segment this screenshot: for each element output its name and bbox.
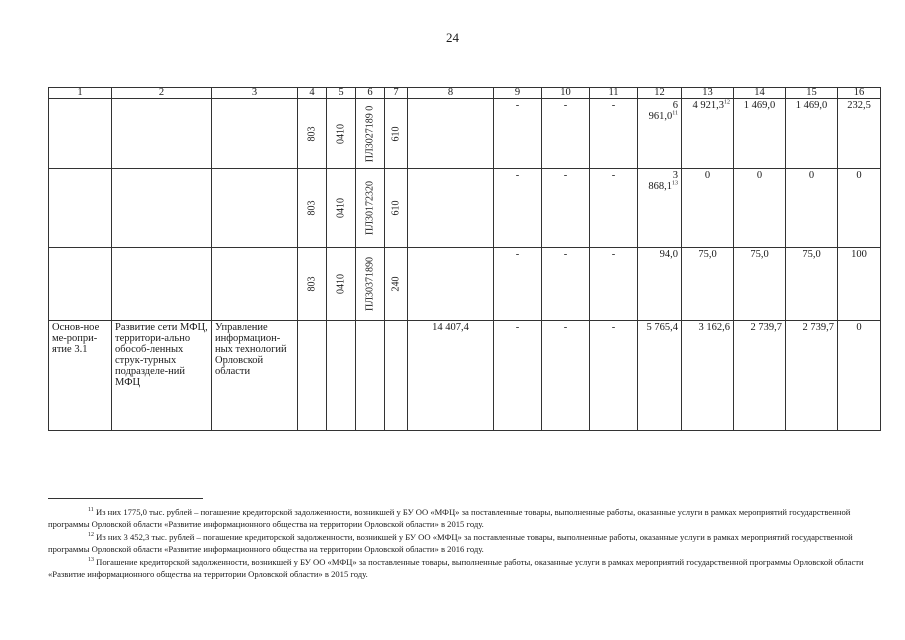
table-cell: - — [542, 321, 590, 431]
table-cell: 803 — [298, 169, 327, 248]
table-cell: 100 — [838, 248, 881, 321]
table-cell: 240 — [385, 248, 408, 321]
table-cell: 75,0 — [786, 248, 838, 321]
table-cell: - — [542, 99, 590, 169]
table-cell: - — [494, 99, 542, 169]
table-cell: 610 — [385, 169, 408, 248]
col-header: 13 — [682, 88, 734, 99]
table-cell — [49, 169, 112, 248]
col-header: 10 — [542, 88, 590, 99]
table-cell: - — [590, 248, 638, 321]
table-cell: 610 — [385, 99, 408, 169]
table-cell: 3 162,6 — [682, 321, 734, 431]
col-header: 1 — [49, 88, 112, 99]
table-cell: 3 868,1$^{13}$ — [638, 169, 682, 248]
table-cell — [112, 99, 212, 169]
page-number: 24 — [446, 30, 459, 45]
table-cell — [212, 248, 298, 321]
table-cell: ПЛ30371890 — [356, 248, 385, 321]
col-header: 14 — [734, 88, 786, 99]
col-header: 12 — [638, 88, 682, 99]
col-header: 6 — [356, 88, 385, 99]
table-cell: Основ-ное ме-ропри-ятие 3.1 — [49, 321, 112, 431]
table-cell: ПЛ3027189 0 — [356, 99, 385, 169]
table-cell: 4 921,3$^{12}$ — [682, 99, 734, 169]
table-cell — [385, 321, 408, 431]
table-cell: 0 — [682, 169, 734, 248]
col-header: 9 — [494, 88, 542, 99]
col-header: 15 — [786, 88, 838, 99]
table-cell: - — [542, 169, 590, 248]
table-cell — [112, 248, 212, 321]
table-cell — [408, 169, 494, 248]
table-cell: 0 — [734, 169, 786, 248]
table-cell: 803 — [298, 248, 327, 321]
header-row — [49, 88, 881, 99]
col-header: 2 — [112, 88, 212, 99]
footnote: $^{11}$ Из них 1775,0 тыс. рублей – погашение кредиторской задолженности, возникшей у БУ ОО «МФЦ» за поставленные товары, выполненные работы, оказанные услуги в рамках мероприятий государственной программы Орловской области «Развитие информационного общества на территории Орловской области» в 2015 году. — [48, 507, 851, 529]
table-cell — [212, 99, 298, 169]
table-cell: 0410 — [327, 248, 356, 321]
table-cell — [408, 99, 494, 169]
table-cell: - — [494, 169, 542, 248]
table-cell — [327, 321, 356, 431]
table-cell: 75,0 — [682, 248, 734, 321]
table-cell: 5 765,4 — [638, 321, 682, 431]
table-cell: 94,0 — [638, 248, 682, 321]
table-cell: 75,0 — [734, 248, 786, 321]
col-header: 4 — [298, 88, 327, 99]
table-cell: 6 961,0$^{11}$ — [638, 99, 682, 169]
budget-table — [48, 87, 881, 431]
table-cell: 0 — [838, 321, 881, 431]
table-cell: - — [494, 248, 542, 321]
table-cell: - — [590, 99, 638, 169]
table-cell: - — [494, 321, 542, 431]
table-cell: 232,5 — [838, 99, 881, 169]
table-row — [49, 99, 881, 169]
table-row — [49, 248, 881, 321]
table-cell: 14 407,4 — [408, 321, 494, 431]
col-header: 11 — [590, 88, 638, 99]
table-cell — [298, 321, 327, 431]
table-cell: 0 — [786, 169, 838, 248]
table-cell: Развитие сети МФЦ, территори-ально обособ-ленных струк-турных подразделе-ний МФЦ — [112, 321, 212, 431]
footnote-divider — [48, 498, 203, 499]
col-header: 7 — [385, 88, 408, 99]
table-cell: 1 469,0 — [734, 99, 786, 169]
table-cell — [356, 321, 385, 431]
col-header: 16 — [838, 88, 881, 99]
footnotes — [48, 506, 880, 581]
table-cell — [112, 169, 212, 248]
table-cell: 0 — [838, 169, 881, 248]
col-header: 5 — [327, 88, 356, 99]
table-cell: ПЛ30172320 — [356, 169, 385, 248]
table-cell — [49, 99, 112, 169]
table-row — [49, 321, 881, 431]
table-cell: 1 469,0 — [786, 99, 838, 169]
footnote: $^{13}$ Погашение кредиторской задолженности, возникшей у БУ ОО «МФЦ» за поставленные товары, выполненные работы, оказанные услуги в рамках мероприятий государственной программы Орловской области «Развитие информационного общества на территории Орловской области» в 2015 году. — [48, 557, 864, 579]
table-cell — [49, 248, 112, 321]
table-cell: 0410 — [327, 169, 356, 248]
table-cell: 803 — [298, 99, 327, 169]
col-header: 8 — [408, 88, 494, 99]
table-cell — [408, 248, 494, 321]
footnote: $^{12}$ Из них 3 452,3 тыс. рублей – погашение кредиторской задолженности, возникшей у БУ ОО «МФЦ» за поставленные товары, выполненные работы, оказанные услуги в рамках мероприятий государственной программы Орловской области «Развитие информационного общества на территории Орловской области» в 2016 году. — [48, 532, 853, 554]
table-cell: - — [590, 321, 638, 431]
table-row — [49, 169, 881, 248]
table-cell — [212, 169, 298, 248]
table-cell: 2 739,7 — [786, 321, 838, 431]
table-cell: 0410 — [327, 99, 356, 169]
col-header: 3 — [212, 88, 298, 99]
table-cell: Управление информацион-ных технологий Орловской области — [212, 321, 298, 431]
table-cell: 2 739,7 — [734, 321, 786, 431]
table-cell: - — [590, 169, 638, 248]
table-cell: - — [542, 248, 590, 321]
